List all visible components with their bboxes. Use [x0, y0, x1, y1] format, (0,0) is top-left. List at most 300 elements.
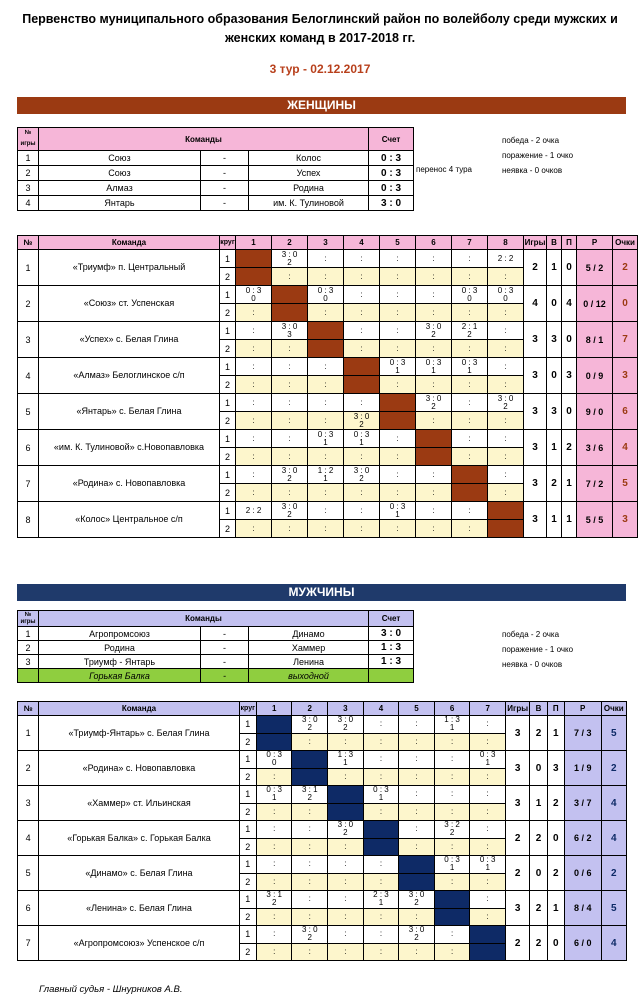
set-ratio: 7 / 2 [577, 466, 613, 502]
result-cell: 0 : 3 1 [363, 786, 399, 804]
women-banner: ЖЕНЩИНЫ [17, 97, 626, 114]
result-cell: : [308, 250, 344, 268]
result-cell: : [292, 803, 328, 821]
result-cell: : [344, 286, 380, 304]
result-cell: 2 : 2 [488, 250, 524, 268]
men-legend [502, 627, 573, 672]
result-cell: : [256, 803, 292, 821]
losses: 0 [562, 322, 577, 358]
men-standings-table [17, 701, 627, 961]
result-cell: : [434, 926, 470, 944]
result-cell: : [344, 448, 380, 466]
round-number: 1 [220, 466, 236, 484]
result-cell: : [416, 412, 452, 430]
round-date: 3 тур - 02.12.2017 [269, 62, 371, 76]
set-ratio: 8 / 4 [564, 891, 601, 926]
diagonal-cell [470, 943, 506, 961]
diagonal-cell [328, 803, 364, 821]
team-number: 6 [18, 430, 39, 466]
result-cell: : [470, 716, 506, 734]
round-number: 2 [220, 376, 236, 394]
result-cell: : [256, 768, 292, 786]
dash: - [201, 151, 249, 166]
away-team: Динамо [249, 627, 369, 641]
result-cell: : [488, 430, 524, 448]
col-opponent-8: 8 [488, 236, 524, 250]
col-score: Счет [369, 611, 414, 627]
result-cell: : [328, 856, 364, 874]
points: 3 [613, 358, 638, 394]
page-title [0, 10, 640, 48]
diagonal-cell [308, 340, 344, 358]
result-cell: 3 : 0 2 [272, 250, 308, 268]
games: 3 [505, 786, 529, 821]
result-cell: : [470, 786, 506, 804]
result-cell: 0 : 3 0 [236, 286, 272, 304]
games: 3 [505, 891, 529, 926]
result-cell: : [434, 873, 470, 891]
points: 4 [601, 821, 627, 856]
result-cell: : [416, 268, 452, 286]
round-number: 1 [239, 821, 256, 839]
match-row [18, 641, 414, 655]
diagonal-cell [272, 304, 308, 322]
set-ratio: 3 / 7 [564, 786, 601, 821]
result-cell: 3 : 0 2 [399, 891, 435, 909]
result-cell: 3 : 0 2 [328, 716, 364, 734]
result-cell: : [328, 873, 364, 891]
result-cell: 3 : 0 2 [344, 466, 380, 484]
game-number: 1 [18, 151, 39, 166]
games: 4 [524, 286, 547, 322]
result-cell: : [272, 394, 308, 412]
result-cell: : [256, 856, 292, 874]
table-row [18, 322, 638, 340]
result-cell: : [236, 484, 272, 502]
col-game-num: № игры [18, 611, 39, 627]
result-cell: 3 : 0 2 [292, 716, 328, 734]
match-row [18, 181, 414, 196]
team-name: «Родина» с. Новопавловка [39, 751, 239, 786]
points: 6 [613, 394, 638, 430]
result-cell: 3 : 0 3 [272, 322, 308, 340]
team-name: «Янтарь» с. Белая Глина [39, 394, 220, 430]
result-cell: : [292, 856, 328, 874]
result-cell: : [363, 873, 399, 891]
result-cell: : [236, 430, 272, 448]
team-name: «Алмаз» Белоглинское с/п [39, 358, 220, 394]
women-matches-table [17, 127, 414, 211]
wins: 0 [530, 751, 547, 786]
round-number: 1 [220, 286, 236, 304]
result-cell: 0 : 3 1 [470, 856, 506, 874]
col-game-num: № игры [18, 128, 39, 151]
result-cell: : [380, 520, 416, 538]
col-games: Игры [524, 236, 547, 250]
col-round: круг [220, 236, 236, 250]
set-ratio: 0 / 9 [577, 358, 613, 394]
diagonal-cell [363, 821, 399, 839]
result-cell: : [434, 751, 470, 769]
points: 7 [613, 322, 638, 358]
result-cell: : [344, 340, 380, 358]
result-cell: : [236, 394, 272, 412]
result-cell: : [328, 768, 364, 786]
result-cell: : [488, 340, 524, 358]
result-cell: : [308, 520, 344, 538]
game-number [18, 669, 39, 683]
col-opponent-7: 7 [470, 702, 506, 716]
team-name: «Горькая Балка» с. Горькая Балка [39, 821, 239, 856]
round-number: 2 [220, 340, 236, 358]
result-cell: : [308, 358, 344, 376]
losses: 0 [547, 926, 564, 961]
wins: 1 [547, 430, 562, 466]
result-cell: 0 : 3 1 [256, 786, 292, 804]
result-cell: : [434, 768, 470, 786]
team-number: 7 [18, 926, 39, 961]
diagonal-cell [380, 394, 416, 412]
result-cell: 3 : 0 2 [416, 394, 452, 412]
result-cell: : [308, 376, 344, 394]
round-number: 2 [239, 733, 256, 751]
games: 3 [524, 502, 547, 538]
result-cell: : [344, 502, 380, 520]
games: 3 [524, 430, 547, 466]
dash: - [201, 181, 249, 196]
col-l: П [547, 702, 564, 716]
result-cell: 0 : 3 1 [434, 856, 470, 874]
home-team: Союз [39, 166, 201, 181]
diagonal-cell [452, 484, 488, 502]
wins: 0 [547, 286, 562, 322]
team-number: 5 [18, 856, 39, 891]
wins: 2 [547, 466, 562, 502]
bye-row [18, 669, 414, 683]
team-number: 5 [18, 394, 39, 430]
round-number: 2 [220, 268, 236, 286]
result-cell: : [380, 376, 416, 394]
round-number: 1 [239, 716, 256, 734]
chief-judge: Главный судья - Шнурников А.В. [39, 984, 183, 995]
result-cell: : [328, 943, 364, 961]
result-cell: : [308, 394, 344, 412]
col-opponent-2: 2 [272, 236, 308, 250]
col-opponent-1: 1 [256, 702, 292, 716]
set-ratio: 5 / 5 [577, 502, 613, 538]
table-row [18, 821, 627, 839]
result-cell: : [470, 821, 506, 839]
result-cell: : [344, 394, 380, 412]
result-cell: : [416, 484, 452, 502]
result-cell: : [434, 786, 470, 804]
match-score: 0 : 3 [369, 181, 414, 196]
col-teams: Команды [39, 128, 369, 151]
points: 5 [601, 891, 627, 926]
diagonal-cell [236, 250, 272, 268]
standings-header [18, 236, 638, 250]
result-cell: 3 : 0 2 [292, 926, 328, 944]
result-cell: : [236, 520, 272, 538]
result-cell: : [470, 733, 506, 751]
result-cell: : [416, 304, 452, 322]
result-cell: : [470, 803, 506, 821]
result-cell: : [399, 786, 435, 804]
result-cell: : [452, 412, 488, 430]
result-cell: : [292, 943, 328, 961]
team-name: «Агропромсоюз» Успенское с/п [39, 926, 239, 961]
result-cell: 3 : 0 2 [272, 466, 308, 484]
table-row [18, 502, 638, 520]
diagonal-cell [256, 716, 292, 734]
set-ratio: 8 / 1 [577, 322, 613, 358]
result-cell: : [272, 448, 308, 466]
result-cell: : [470, 908, 506, 926]
col-team: Команда [39, 702, 239, 716]
result-cell: 3 : 0 2 [344, 412, 380, 430]
result-cell: : [416, 340, 452, 358]
result-cell: 3 : 1 2 [256, 891, 292, 909]
col-opponent-3: 3 [328, 702, 364, 716]
result-cell: : [272, 430, 308, 448]
match-score: 3 : 0 [369, 196, 414, 211]
postpone-note: перенос 4 тура [416, 165, 473, 174]
result-cell: 0 : 3 0 [488, 286, 524, 304]
result-cell: : [452, 304, 488, 322]
game-number: 2 [18, 166, 39, 181]
result-cell: : [328, 891, 364, 909]
dash: - [201, 196, 249, 211]
result-cell: 0 : 3 1 [416, 358, 452, 376]
result-cell: : [452, 430, 488, 448]
set-ratio: 6 / 2 [564, 821, 601, 856]
team-name: «Успех» с. Белая Глина [39, 322, 220, 358]
result-cell: : [292, 821, 328, 839]
result-cell: : [399, 943, 435, 961]
team-number: 2 [18, 286, 39, 322]
team-number: 1 [18, 250, 39, 286]
team-number: 4 [18, 821, 39, 856]
team-name: «Союз» ст. Успенская [39, 286, 220, 322]
result-cell: : [380, 268, 416, 286]
result-cell: : [363, 856, 399, 874]
result-cell: : [488, 268, 524, 286]
round-number: 2 [220, 448, 236, 466]
away-team: Хаммер [249, 641, 369, 655]
result-cell: : [416, 466, 452, 484]
result-cell: : [236, 304, 272, 322]
home-team: Союз [39, 151, 201, 166]
result-cell: : [380, 448, 416, 466]
diagonal-cell [470, 926, 506, 944]
result-cell: : [380, 286, 416, 304]
dash: - [201, 627, 249, 641]
result-cell: : [328, 908, 364, 926]
col-ratio: Р [577, 236, 613, 250]
result-cell: : [380, 340, 416, 358]
round-number: 2 [239, 908, 256, 926]
result-cell: : [363, 908, 399, 926]
match-row [18, 166, 414, 181]
col-l: П [562, 236, 577, 250]
round-number: 2 [239, 803, 256, 821]
result-cell: : [452, 376, 488, 394]
wins: 0 [547, 358, 562, 394]
points: 4 [613, 430, 638, 466]
result-cell: : [488, 484, 524, 502]
legend-forfeit: неявка - 0 очков [502, 166, 563, 175]
losses: 1 [547, 716, 564, 751]
diagonal-cell [272, 286, 308, 304]
away-team: Колос [249, 151, 369, 166]
result-cell: : [272, 358, 308, 376]
result-cell: : [452, 250, 488, 268]
men-banner: МУЖЧИНЫ [17, 584, 626, 601]
away-team: Родина [249, 181, 369, 196]
home-team: Родина [39, 641, 201, 655]
col-round: круг [239, 702, 256, 716]
result-cell: : [292, 873, 328, 891]
round-number: 1 [220, 430, 236, 448]
points: 5 [613, 466, 638, 502]
result-cell: : [399, 716, 435, 734]
result-cell: : [292, 891, 328, 909]
result-cell: 2 : 2 [236, 502, 272, 520]
result-cell: : [488, 466, 524, 484]
losses: 3 [547, 751, 564, 786]
legend-win: победа - 2 очка [502, 630, 560, 639]
match-row [18, 151, 414, 166]
result-cell: : [236, 376, 272, 394]
dash: - [201, 641, 249, 655]
result-cell: : [272, 412, 308, 430]
result-cell: : [380, 430, 416, 448]
result-cell: : [452, 340, 488, 358]
round-number: 1 [239, 926, 256, 944]
result-cell: : [363, 716, 399, 734]
games: 2 [524, 250, 547, 286]
dash: - [201, 669, 249, 683]
result-cell: : [363, 751, 399, 769]
team-number: 2 [18, 751, 39, 786]
team-name: «Ленина» с. Белая Глина [39, 891, 239, 926]
table-row [18, 286, 638, 304]
col-pts: Очки [601, 702, 627, 716]
dash: - [201, 166, 249, 181]
result-cell: : [416, 502, 452, 520]
col-teams: Команды [39, 611, 369, 627]
games: 3 [524, 358, 547, 394]
game-number: 4 [18, 196, 39, 211]
legend-win: победа - 2 очка [502, 136, 560, 145]
result-cell: : [236, 448, 272, 466]
losses: 4 [562, 286, 577, 322]
away-team: Успех [249, 166, 369, 181]
result-cell: : [344, 322, 380, 340]
team-name: «Колос» Центральное с/п [39, 502, 220, 538]
col-opponent-4: 4 [363, 702, 399, 716]
match-row [18, 196, 414, 211]
result-cell: : [470, 768, 506, 786]
result-cell: : [236, 322, 272, 340]
result-cell: : [488, 358, 524, 376]
away-team: Ленина [249, 655, 369, 669]
title-line-2: женских команд в 2017-2018 гг. [224, 31, 416, 45]
games: 3 [524, 322, 547, 358]
table-row [18, 856, 627, 874]
diagonal-cell [488, 502, 524, 520]
col-opponent-4: 4 [344, 236, 380, 250]
round-number: 2 [239, 838, 256, 856]
game-number: 3 [18, 655, 39, 669]
result-cell: : [470, 873, 506, 891]
result-cell: : [488, 322, 524, 340]
standings-header [18, 702, 627, 716]
legend-loss: поражение - 1 очко [502, 151, 574, 160]
result-cell: 3 : 0 2 [272, 502, 308, 520]
diagonal-cell [308, 322, 344, 340]
col-opponent-5: 5 [380, 236, 416, 250]
team-name: «Триумф» п. Центральный [39, 250, 220, 286]
wins: 2 [530, 891, 547, 926]
diagonal-cell [452, 466, 488, 484]
result-cell: : [236, 358, 272, 376]
result-cell: : [344, 268, 380, 286]
result-cell: : [363, 803, 399, 821]
result-cell: : [344, 250, 380, 268]
result-cell: : [308, 502, 344, 520]
table-row [18, 430, 638, 448]
col-w: В [530, 702, 547, 716]
men-matches-table [17, 610, 414, 683]
result-cell: : [470, 838, 506, 856]
col-opponent-3: 3 [308, 236, 344, 250]
result-cell: : [328, 838, 364, 856]
diagonal-cell [236, 268, 272, 286]
round-number: 2 [220, 520, 236, 538]
result-cell: 1 : 3 1 [434, 716, 470, 734]
result-cell: : [308, 484, 344, 502]
set-ratio: 0 / 6 [564, 856, 601, 891]
diagonal-cell [256, 733, 292, 751]
round-number: 2 [239, 768, 256, 786]
round-number: 2 [239, 873, 256, 891]
table-row [18, 716, 627, 734]
wins: 1 [547, 502, 562, 538]
result-cell: : [292, 908, 328, 926]
round-number: 1 [220, 322, 236, 340]
wins: 2 [530, 821, 547, 856]
result-cell: : [380, 484, 416, 502]
round-number: 2 [239, 943, 256, 961]
points: 0 [613, 286, 638, 322]
game-number: 2 [18, 641, 39, 655]
team-number: 7 [18, 466, 39, 502]
diagonal-cell [488, 520, 524, 538]
games: 2 [505, 856, 529, 891]
result-cell: : [272, 340, 308, 358]
games: 3 [524, 394, 547, 430]
result-cell: 2 : 3 1 [363, 891, 399, 909]
result-cell: : [452, 448, 488, 466]
result-cell: : [434, 803, 470, 821]
result-cell: : [272, 520, 308, 538]
result-cell: : [363, 943, 399, 961]
result-cell: : [488, 412, 524, 430]
result-cell: : [399, 751, 435, 769]
team-name: «Родина» с. Новопавловка [39, 466, 220, 502]
result-cell: : [256, 908, 292, 926]
